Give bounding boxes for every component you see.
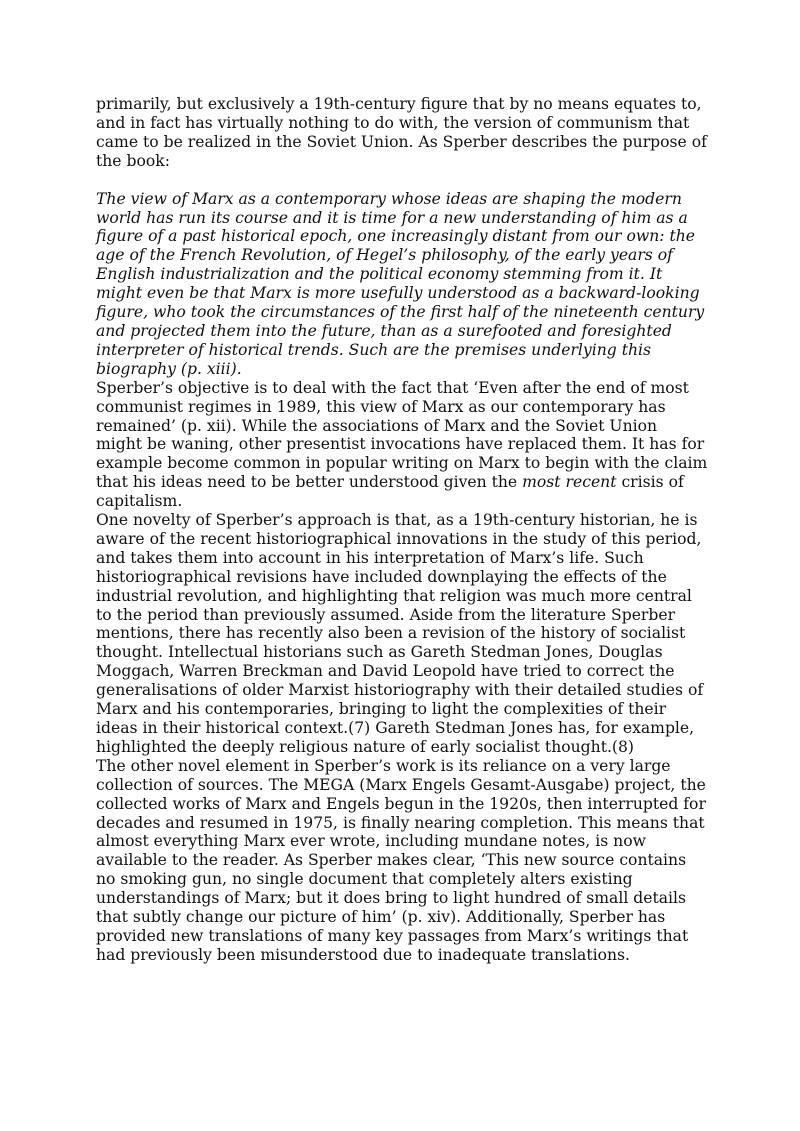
- paragraph-intro: primarily, but exclusively a 19th-century figure that by no means equates to, and in fact has virtually nothing to do with, the version of communism that came to be realized in the Soviet Union. As Sperber describes the purpose of the book:: [96, 95, 707, 170]
- emphasis-most-recent: most recent: [522, 473, 617, 492]
- paragraph-objective-end: crisis of capitalism.: [96, 473, 684, 511]
- block-quote: The view of Marx as a contemporary whose ideas are shaping the modern world has run its course and it is time for a new understanding of him as a figure of a past historical epoch, one increasingly distant from our own: the age of the French Revolution, of Hegel’s philosophy, of the early years of English industrialization and the political economy stemming from it. It might even be that Marx is more usefully understood as a backward-looking figure, who took the circumstances of the first half of the nineteenth century and projected them into the future, than as a surefooted and foresighted interpreter of historical trends. Such are the premises underlying this biography (p. xiii).: [96, 189, 705, 378]
- paragraph-objective-text: Sperber’s objective is to deal with the fact that ‘Even after the end of most communist regimes in 1989, this view of Marx as our contemporary has remained’ (p. xii). While the associations of Marx and the Soviet Union might be waning, other presentist invocations have replaced them. It has for example become common in popular writing on Marx to begin with the claim that his ideas need to be better understood given the: [96, 378, 708, 492]
- paragraph-objective: [96, 379, 708, 511]
- document-page: [96, 95, 708, 965]
- paragraph-sources: The other novel element in Sperber’s work is its reliance on a very large collection of sources. The MEGA (Marx Engels Gesamt-Ausgabe) project, the collected works of Marx and Engels begun in the 1920s, then interrupted for decades and resumed in 1975, is finally nearing completion. This means that almost everything Marx ever wrote, including mundane notes, is now available to the reader. As Sperber makes clear, ‘This new source contains no smoking gun, no single document that completely alters existing understandings of Marx; but it does bring to light hundred of small details that subtly change our picture of him’ (p. xiv). Additionally, Sperber has provided new translations of many key passages from Marx’s writings that had previously been misunderstood due to inadequate translations.: [96, 756, 706, 964]
- paragraph-spacer: [96, 171, 708, 190]
- paragraph-novelty: One novelty of Sperber’s approach is that, as a 19th-century historian, he is aware of the recent historiographical innovations in the study of this period, and takes them into account in his interpretation of Marx’s life. Such historiographical revisions have included downplaying the effects of the industrial revolution, and highlighting that religion was much more central to the period than previously assumed. Aside from the literature Sperber mentions, there has recently also been a revision of the history of socialist thought. Intellectual historians such as Gareth Stedman Jones, Douglas Moggach, Warren Breckman and David Leopold have tried to correct the generalisations of older Marxist historiography with their detailed studies of Marx and his contemporaries, bringing to light the complexities of their ideas in their historical context.(7) Gareth Stedman Jones has, for example, highlighted the deeply religious nature of early socialist thought.(8): [96, 511, 704, 756]
